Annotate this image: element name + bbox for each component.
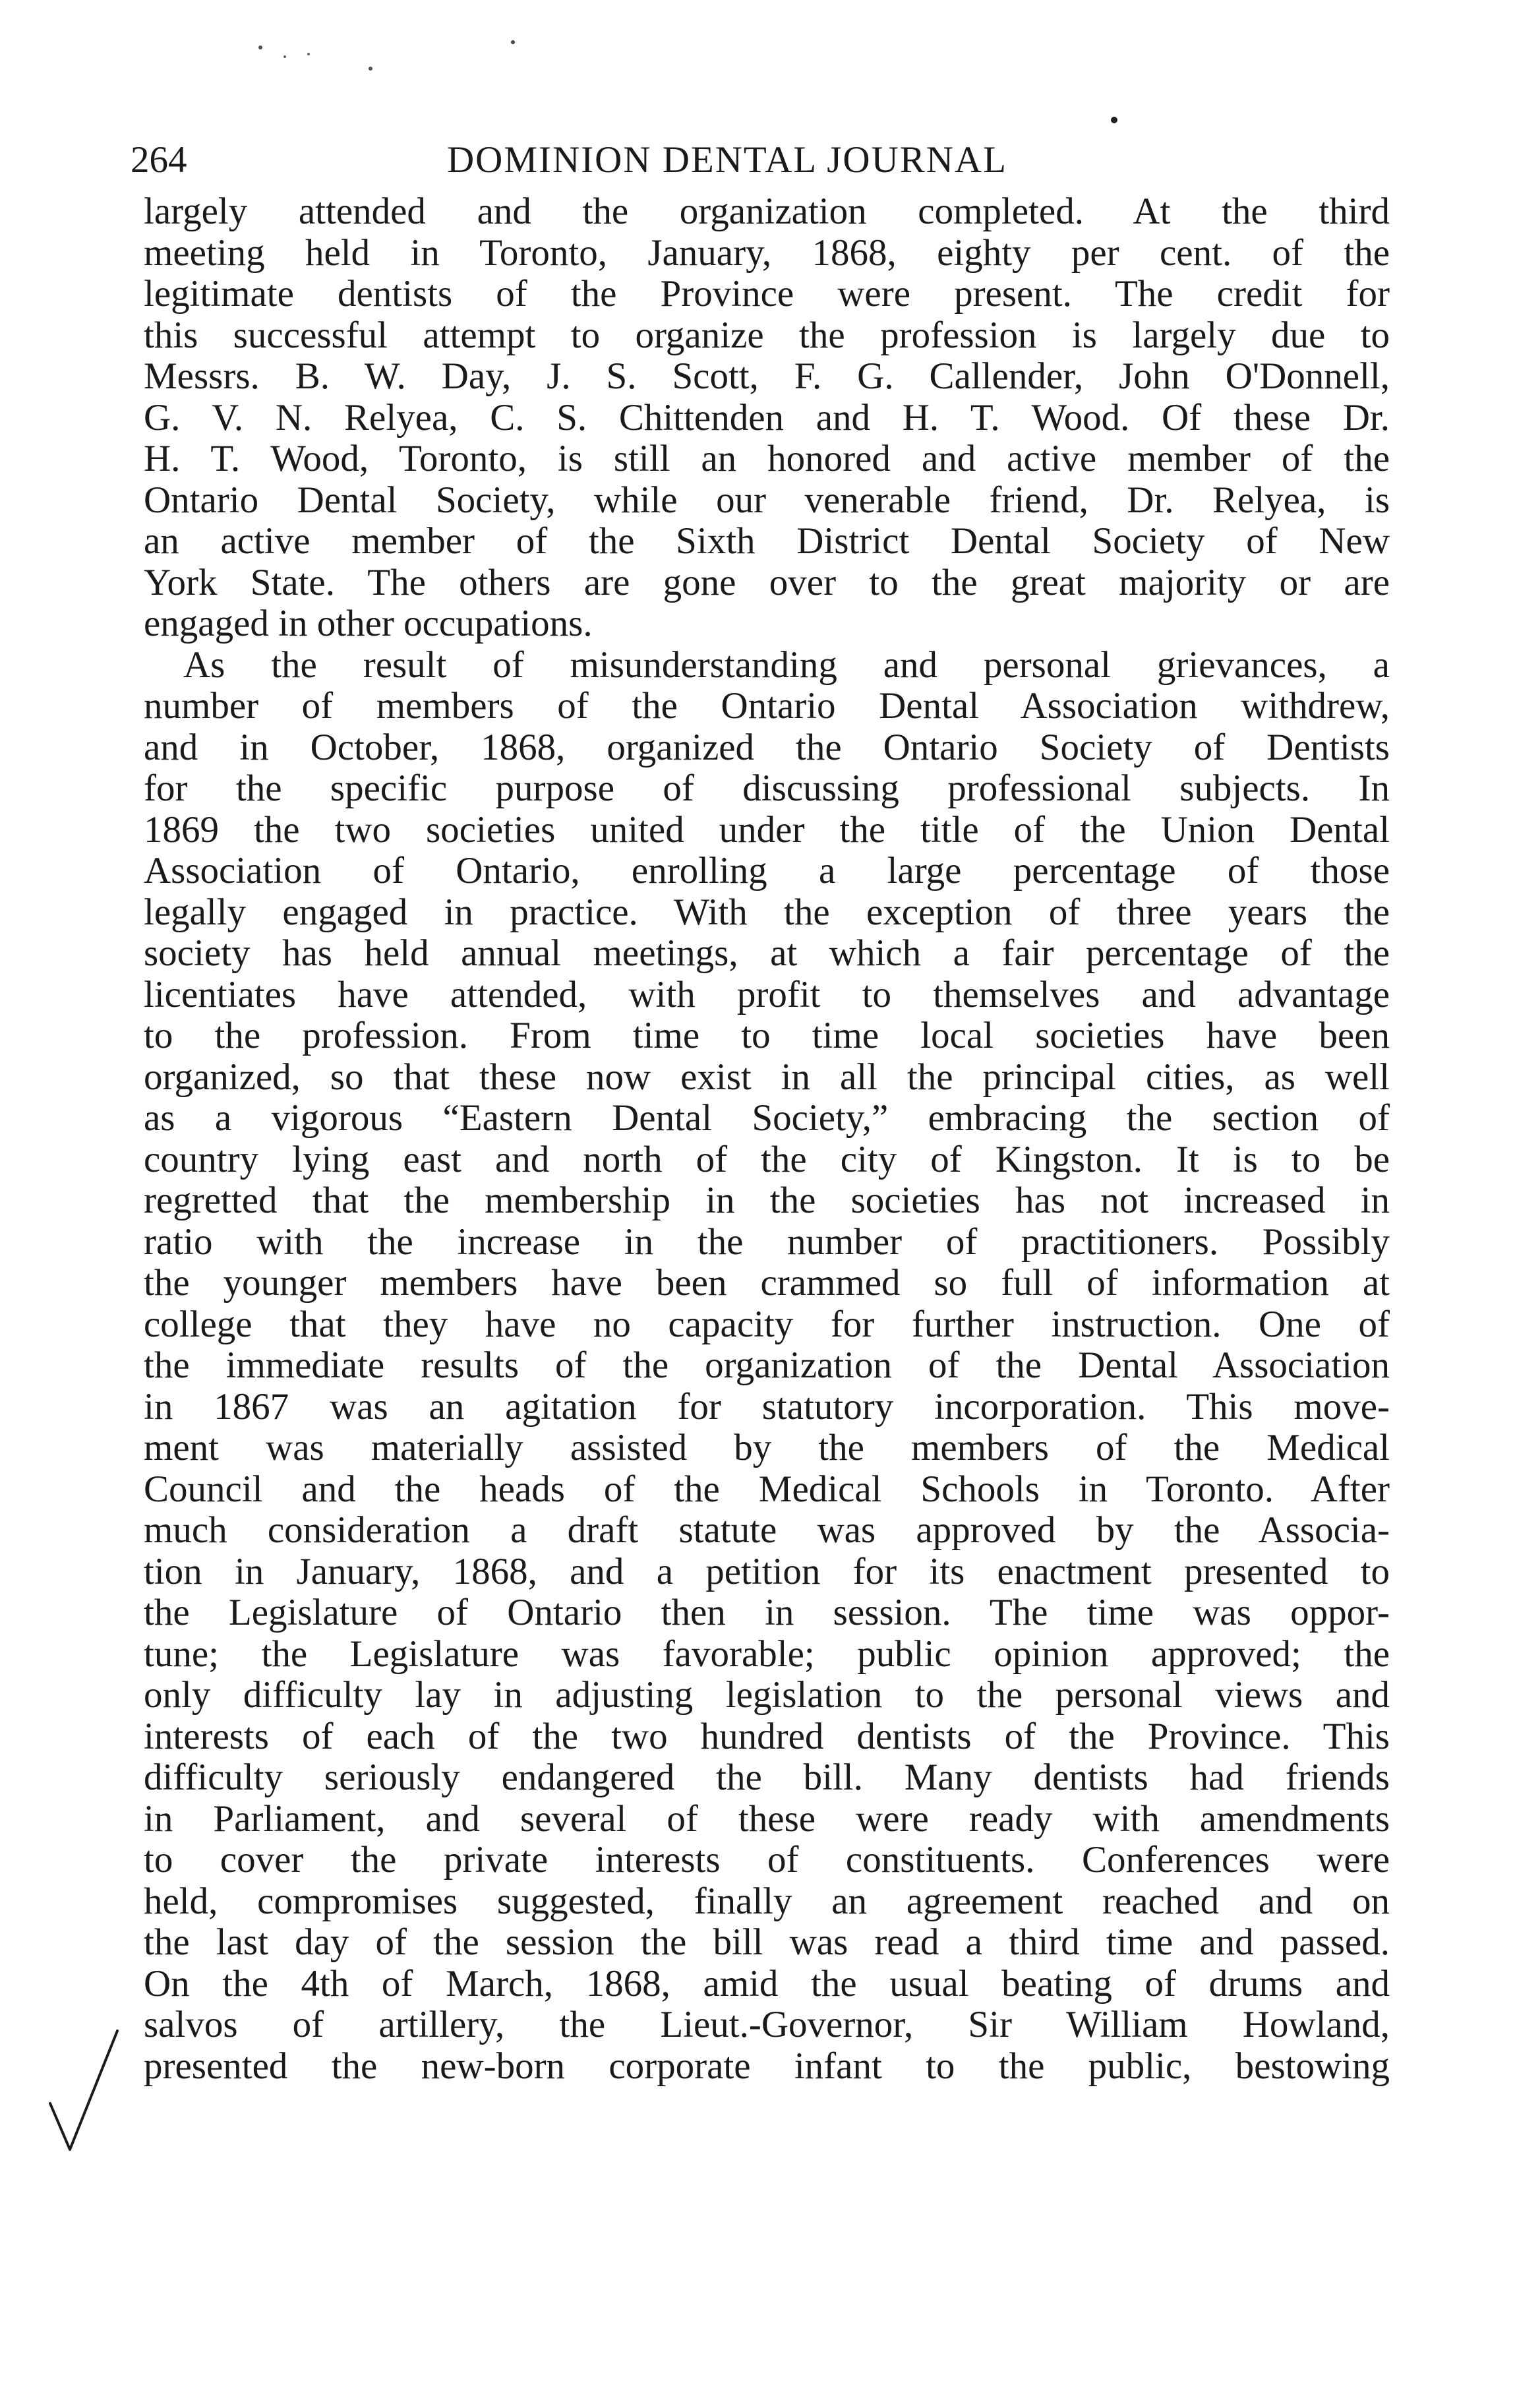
text-line: country lying east and north of the city of Kingston. It is to be [144, 1138, 1390, 1180]
text-line: tion in January, 1868, and a petition for its enactment presented to [144, 1550, 1390, 1592]
text-line: Association of Ontario, enrolling a large percentage of those [144, 850, 1390, 891]
running-title: DOMINION DENTAL JOURNAL [447, 139, 1007, 181]
text-line: college that they have no capacity for further instruction. One of [144, 1303, 1390, 1345]
text-line: an active member of the Sixth District Dental Society of New [144, 520, 1390, 562]
text-line: organized, so that these now exist in all the principal cities, as well [144, 1056, 1390, 1098]
body-text [144, 191, 1390, 2087]
text-line: difficulty seriously endangered the bill. Many dentists had friends [144, 1757, 1390, 1798]
text-line: this successful attempt to organize the profession is largely due to [144, 314, 1390, 356]
text-line: On the 4th of March, 1868, amid the usual beating of drums and [144, 1962, 1390, 2004]
text-line: held, compromises suggested, finally an agreement reached and on [144, 1880, 1390, 1922]
text-line: engaged in other occupations. [144, 603, 593, 644]
text-line: the immediate results of the organization of the Dental Association [144, 1344, 1390, 1386]
text-line: As the result of misunderstanding and personal grievances, a [183, 644, 1390, 686]
text-line: in Parliament, and several of these were ready with amendments [144, 1797, 1390, 1840]
text-line: licentiates have attended, with profit to themselves and advantage [144, 973, 1390, 1015]
text-line: regretted that the membership in the societies has not increased in [144, 1180, 1390, 1221]
text-line: the Legislature of Ontario then in session. The time was oppor- [144, 1592, 1390, 1633]
text-line: H. T. Wood, Toronto, is still an honored and active member of the [144, 438, 1390, 479]
text-line: in 1867 was an agitation for statutory incorporation. This move- [144, 1385, 1390, 1428]
text-line: G. V. N. Relyea, C. S. Chittenden and H. T. Wood. Of these Dr. [144, 396, 1390, 438]
text-line: the younger members have been crammed so full of information at [144, 1262, 1390, 1304]
text-line: York State. The others are gone over to the great majority or are [144, 561, 1390, 603]
text-line: much consideration a draft statute was approved by the Associa- [144, 1509, 1390, 1551]
text-line: salvos of artillery, the Lieut.-Governor, Sir William Howland, [144, 2004, 1390, 2045]
text-line: to the profession. From time to time local societies have been [144, 1015, 1390, 1056]
text-line: the last day of the session the bill was read a third time and passed. [144, 1921, 1390, 1963]
text-line: Council and the heads of the Medical Schools in Toronto. After [144, 1468, 1390, 1510]
text-line: for the specific purpose of discussing professional subjects. In [144, 768, 1390, 809]
text-line: only difficulty lay in adjusting legislation to the personal views and [144, 1674, 1390, 1716]
text-line: legally engaged in practice. With the exception of three years the [144, 891, 1390, 933]
text-line: tune; the Legislature was favorable; public opinion approved; the [144, 1633, 1390, 1675]
text-line: presented the new-born corporate infant to the public, bestowing [144, 2045, 1390, 2087]
page-number: 264 [131, 139, 187, 181]
text-line: largely attended and the organization completed. At the third [144, 191, 1390, 232]
text-line: legitimate dentists of the Province were present. The credit for [144, 273, 1390, 315]
text-line: as a vigorous “Eastern Dental Society,” embracing the section of [144, 1097, 1390, 1139]
text-line: and in October, 1868, organized the Ontario Society of Dentists [144, 726, 1390, 768]
page-header [131, 137, 1100, 183]
text-line: Ontario Dental Society, while our venerable friend, Dr. Relyea, is [144, 479, 1390, 521]
text-line: ment was materially assisted by the members of the Medical [144, 1427, 1390, 1468]
text-line: interests of each of the two hundred dentists of the Province. This [144, 1715, 1390, 1757]
text-line: Messrs. B. W. Day, J. S. Scott, F. G. Callender, John O'Donnell, [144, 355, 1390, 397]
text-line: ratio with the increase in the number of practitioners. Possibly [144, 1220, 1390, 1263]
checkmark-icon [45, 2024, 124, 2156]
text-line: society has held annual meetings, at which a fair percentage of the [144, 932, 1390, 974]
text-line: to cover the private interests of constituents. Conferences were [144, 1839, 1390, 1881]
text-line: meeting held in Toronto, January, 1868, eighty per cent. of the [144, 231, 1390, 274]
text-line: 1869 the two societies united under the title of the Union Dental [144, 808, 1390, 851]
text-line: number of members of the Ontario Dental Association withdrew, [144, 685, 1390, 727]
